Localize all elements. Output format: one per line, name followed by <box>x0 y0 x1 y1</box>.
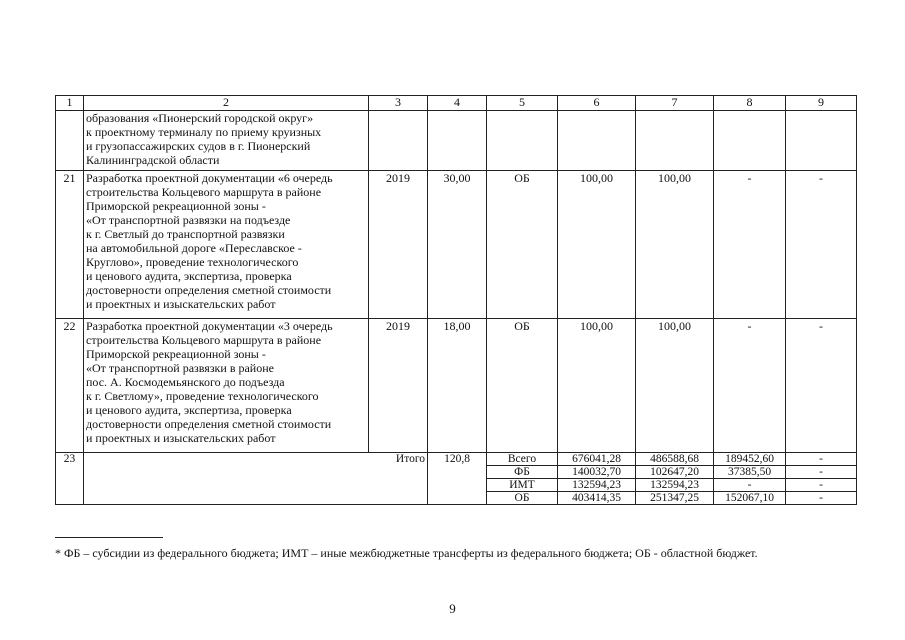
table-cell <box>558 111 636 171</box>
table-cell: - <box>714 171 786 319</box>
source-cell: ОБ <box>487 492 558 505</box>
table-cell: - <box>786 492 857 505</box>
table-cell: 100,00 <box>636 171 714 319</box>
table-cell: 100,00 <box>558 171 636 319</box>
table-cell: 676041,28 <box>558 453 636 466</box>
table-cell <box>714 111 786 171</box>
table-cell <box>369 111 428 171</box>
source-cell: ОБ <box>487 319 558 453</box>
table-cell: 37385,50 <box>714 466 786 479</box>
table-cell: - <box>786 453 857 466</box>
table-cell: 189452,60 <box>714 453 786 466</box>
header-cell: 9 <box>786 96 857 111</box>
year-cell: 2019 <box>369 319 428 453</box>
year-cell: 2019 <box>369 171 428 319</box>
source-cell: Всего <box>487 453 558 466</box>
row-number-cell: 22 <box>56 319 84 453</box>
table-cell: - <box>786 466 857 479</box>
table-cell: 152067,10 <box>714 492 786 505</box>
table-cell: 403414,35 <box>558 492 636 505</box>
header-cell: 7 <box>636 96 714 111</box>
table-cell: - <box>714 479 786 492</box>
header-cell: 5 <box>487 96 558 111</box>
total-label-cell: Итого <box>84 453 428 505</box>
header-cell: 8 <box>714 96 786 111</box>
header-cell: 6 <box>558 96 636 111</box>
description-cell: образования «Пионерский городской округ» к проектному терминалу по приему круизных и грузопассажирских судов в г. Пионерский Калининградской области <box>84 111 369 171</box>
table-cell: 132594,23 <box>636 479 714 492</box>
table-cell: 251347,25 <box>636 492 714 505</box>
source-cell: ОБ <box>487 171 558 319</box>
total-row <box>56 453 857 466</box>
row-number-cell: 21 <box>56 171 84 319</box>
table-cell <box>636 111 714 171</box>
source-cell: ИМТ <box>487 479 558 492</box>
table-row-continuation <box>56 111 857 171</box>
row-number-cell: 23 <box>56 453 84 505</box>
page-number: 9 <box>449 601 456 616</box>
source-cell: ФБ <box>487 466 558 479</box>
table-cell: 30,00 <box>428 171 487 319</box>
table-cell <box>487 111 558 171</box>
header-cell: 3 <box>369 96 428 111</box>
header-cell: 4 <box>428 96 487 111</box>
row-number-cell <box>56 111 84 171</box>
table-cell: - <box>786 319 857 453</box>
table-cell: - <box>714 319 786 453</box>
footnote-divider <box>55 537 163 538</box>
header-cell: 2 <box>84 96 369 111</box>
column-number-header-row <box>56 96 857 111</box>
total-sum-cell: 120,8 <box>428 453 487 505</box>
budget-table <box>55 95 857 505</box>
table-cell: - <box>786 479 857 492</box>
table-cell: 18,00 <box>428 319 487 453</box>
table-cell: 140032,70 <box>558 466 636 479</box>
table-cell: - <box>786 171 857 319</box>
table-cell: 486588,68 <box>636 453 714 466</box>
table-cell <box>786 111 857 171</box>
header-cell: 1 <box>56 96 84 111</box>
description-cell: Разработка проектной документации «3 очередь строительства Кольцевого маршрута в районе Приморской рекреационной зоны - «От транспортной развязки в районе пос. А. Космодемьянского до подъезда к г. Светлому», проведение технологического и ценового аудита, экспертиза, проверка достоверности определения сметной стоимости и проектных и изыскательских работ <box>84 319 369 453</box>
description-cell: Разработка проектной документации «6 очередь строительства Кольцевого маршрута в районе Приморской рекреационной зоны - «От транспортной развязки на подъезде к г. Светлый до транспортной развязки на автомобильной дороге «Переславское - Круглово», проведение технологического и ценового аудита, экспертиза, проверка достоверности определения сметной стоимости и проектных и изыскательских работ <box>84 171 369 319</box>
table-cell <box>428 111 487 171</box>
table-cell: 100,00 <box>636 319 714 453</box>
table-cell: 132594,23 <box>558 479 636 492</box>
table-cell: 102647,20 <box>636 466 714 479</box>
footnote: * ФБ – субсидии из федерального бюджета; ИМТ – иные межбюджетные трансферты из федерального бюджета; ОБ - областной бюджет. <box>55 546 758 560</box>
table-row <box>56 319 857 453</box>
table-cell: 100,00 <box>558 319 636 453</box>
table-row <box>56 171 857 319</box>
